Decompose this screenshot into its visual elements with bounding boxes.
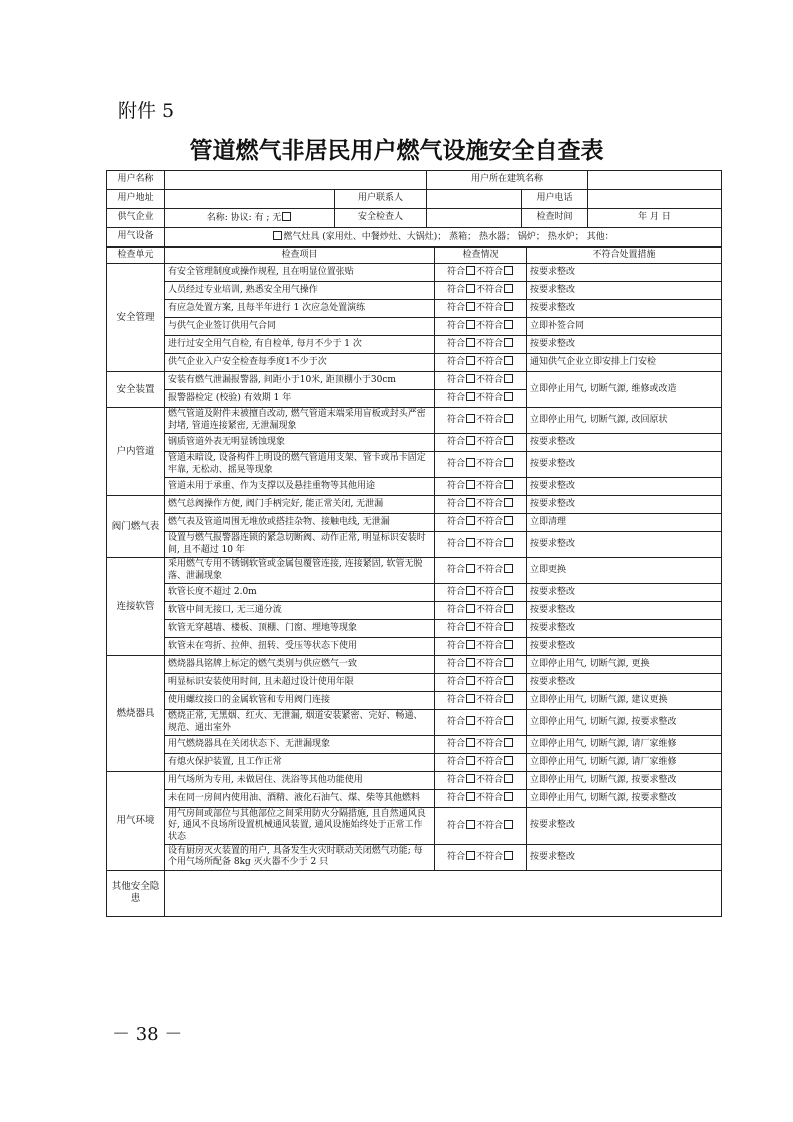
checkbox-icon[interactable]	[466, 676, 475, 685]
check-item: 安装有燃气泄漏报警器, 间距小于10米, 距顶棚小于30cm	[165, 372, 435, 390]
checkbox-icon[interactable]	[466, 480, 475, 489]
status-pass-label: 符合	[446, 820, 465, 831]
user-name-label: 用户名称	[107, 171, 165, 190]
measure-cell: 按要求整改	[527, 264, 722, 282]
table-row	[107, 434, 722, 452]
page-number: － 38 －	[112, 1024, 183, 1045]
status-cell	[435, 754, 527, 772]
contact-label: 用户联系人	[335, 190, 427, 209]
table-row	[107, 372, 722, 390]
table-row	[107, 620, 722, 638]
checkbox-icon[interactable]	[466, 694, 475, 703]
status-pass-label: 符合	[446, 659, 465, 670]
status-pass-label: 符合	[446, 459, 465, 470]
check-item: 燃烧正常, 无黑烟、红火、无泄漏, 烟道安装紧密、完好、畅通、规范、通出室外	[165, 710, 435, 736]
status-pass-label: 符合	[446, 499, 465, 510]
measure-cell: 立即更换	[527, 558, 722, 584]
measure-header: 不符合处置措施	[527, 248, 722, 264]
measure-cell: 按要求整改	[527, 532, 722, 558]
status-header: 检查情况	[435, 248, 527, 264]
measure-cell: 按要求整改	[527, 282, 722, 300]
checkbox-icon[interactable]	[504, 640, 513, 649]
status-pass-label: 符合	[446, 565, 465, 576]
status-cell	[435, 844, 527, 870]
checkbox-icon[interactable]	[504, 851, 513, 860]
check-item: 软管长度不超过 2.0m	[165, 584, 435, 602]
checkbox-icon[interactable]	[504, 676, 513, 685]
measure-cell: 按要求整改	[527, 496, 722, 514]
status-fail-label: 不符合	[476, 539, 504, 550]
status-fail-label: 不符合	[476, 499, 504, 510]
checkbox-icon[interactable]	[466, 640, 475, 649]
checkbox-icon[interactable]	[466, 356, 475, 365]
status-fail-label: 不符合	[476, 623, 504, 634]
status-pass-label: 符合	[446, 757, 465, 768]
checkbox-icon[interactable]	[466, 392, 475, 401]
checkbox-icon[interactable]	[466, 564, 475, 573]
status-cell	[435, 408, 527, 434]
checkbox-icon[interactable]	[466, 820, 475, 829]
measure-cell: 立即停止用气, 切断气源, 按要求整改	[527, 710, 722, 736]
header-table	[106, 170, 722, 247]
checkbox-icon[interactable]	[466, 756, 475, 765]
section-label: 连接软管	[107, 558, 165, 656]
checkbox-icon[interactable]	[504, 586, 513, 595]
status-fail-label: 不符合	[476, 415, 504, 426]
table-row	[107, 844, 722, 870]
status-cell	[435, 372, 527, 390]
status-cell	[435, 602, 527, 620]
user-address-label: 用户地址	[107, 190, 165, 209]
table-row	[107, 602, 722, 620]
status-pass-label: 符合	[446, 739, 465, 750]
table-row	[107, 478, 722, 496]
status-pass-label: 符合	[446, 717, 465, 728]
table-row	[107, 674, 722, 692]
check-table	[106, 247, 722, 917]
checkbox-icon[interactable]	[466, 284, 475, 293]
table-row	[107, 870, 722, 916]
status-pass-label: 符合	[446, 605, 465, 616]
status-fail-label: 不符合	[476, 739, 504, 750]
status-pass-label: 符合	[446, 321, 465, 332]
checkbox-icon[interactable]	[466, 266, 475, 275]
table-row	[107, 408, 722, 434]
status-pass-label: 符合	[446, 393, 465, 404]
checkbox-icon[interactable]	[504, 302, 513, 311]
measure-cell: 通知供气企业立即安排上门安检	[527, 354, 722, 372]
checkbox-icon[interactable]	[504, 694, 513, 703]
unit-header: 检查单元	[107, 248, 165, 264]
checkbox-icon[interactable]	[504, 792, 513, 801]
building-name-value[interactable]	[588, 171, 722, 190]
checkbox-icon[interactable]	[466, 338, 475, 347]
status-cell	[435, 318, 527, 336]
check-item: 使用螺纹接口的金属软管和专用阀门连接	[165, 692, 435, 710]
check-item: 有安全管理制度或操作规程, 且在明显位置张贴	[165, 264, 435, 282]
check-item: 未在同一房间内使用油、酒精、液化石油气、煤、柴等其他燃料	[165, 790, 435, 808]
measure-cell: 立即停止用气, 切断气源, 请厂家维修	[527, 736, 722, 754]
measure-cell: 立即停止用气, 切断气源, 维修或改造	[527, 372, 722, 408]
checkbox-icon[interactable]	[466, 738, 475, 747]
user-address-value[interactable]	[165, 190, 335, 209]
checkbox-icon[interactable]	[504, 774, 513, 783]
measure-cell: 按要求整改	[527, 844, 722, 870]
status-pass-label: 符合	[446, 623, 465, 634]
status-pass-label: 符合	[446, 677, 465, 688]
checkbox-icon[interactable]	[466, 538, 475, 547]
status-fail-label: 不符合	[476, 321, 504, 332]
table-row	[107, 558, 722, 584]
status-cell	[435, 710, 527, 736]
status-fail-label: 不符合	[476, 267, 504, 278]
measure-cell: 按要求整改	[527, 434, 722, 452]
table-row	[107, 354, 722, 372]
section-label: 燃烧器具	[107, 656, 165, 772]
contact-value[interactable]	[427, 190, 522, 209]
checkbox-icon[interactable]	[504, 538, 513, 547]
checkbox-icon[interactable]	[504, 738, 513, 747]
table-row	[107, 736, 722, 754]
measure-cell: 按要求整改	[527, 300, 722, 318]
table-row	[107, 264, 722, 282]
status-fail-label: 不符合	[476, 459, 504, 470]
table-row	[107, 496, 722, 514]
checkbox-icon[interactable]	[504, 564, 513, 573]
status-fail-label: 不符合	[476, 757, 504, 768]
checkbox-icon[interactable]	[466, 374, 475, 383]
status-fail-label: 不符合	[476, 659, 504, 670]
status-cell	[435, 300, 527, 318]
status-cell	[435, 514, 527, 532]
status-pass-label: 符合	[446, 375, 465, 386]
status-pass-label: 符合	[446, 775, 465, 786]
status-cell	[435, 656, 527, 674]
checkbox-icon[interactable]	[504, 458, 513, 467]
checkbox-icon[interactable]	[466, 658, 475, 667]
status-pass-label: 符合	[446, 267, 465, 278]
checkbox-icon[interactable]	[504, 392, 513, 401]
table-row	[107, 692, 722, 710]
status-pass-label: 符合	[446, 339, 465, 350]
status-cell	[435, 478, 527, 496]
checkbox-icon[interactable]	[504, 320, 513, 329]
check-item: 燃气管道及附件未被擅自改动, 燃气管道末端采用盲板或封头严密封堵, 管道连接紧密, 无泄漏现象	[165, 408, 435, 434]
measure-cell: 按要求整改	[527, 584, 722, 602]
checkbox-icon[interactable]	[504, 516, 513, 525]
checkbox-icon[interactable]	[466, 516, 475, 525]
checkbox-icon[interactable]	[504, 436, 513, 445]
checkbox-icon[interactable]	[466, 586, 475, 595]
status-fail-label: 不符合	[476, 775, 504, 786]
checkbox-icon[interactable]	[466, 604, 475, 613]
check-item: 用气场所为专用, 未做居住、洗浴等其他功能使用	[165, 772, 435, 790]
table-row	[107, 754, 722, 772]
status-pass-label: 符合	[446, 437, 465, 448]
checkbox-icon[interactable]	[466, 436, 475, 445]
status-cell	[435, 692, 527, 710]
measure-cell: 按要求整改	[527, 808, 722, 845]
table-row	[107, 790, 722, 808]
check-time-value[interactable]: 年 月 日	[588, 209, 722, 228]
check-item: 设置与燃气报警器连锁的紧急切断阀、动作正常, 明显标识安装时间, 且不超过 10 年	[165, 532, 435, 558]
inspector-value[interactable]	[427, 209, 522, 228]
status-fail-label: 不符合	[476, 852, 504, 863]
check-table-body	[107, 248, 722, 917]
checkbox-icon[interactable]	[504, 284, 513, 293]
checkbox-icon[interactable]	[282, 212, 291, 221]
table-row	[107, 584, 722, 602]
checkbox-icon[interactable]	[504, 374, 513, 383]
check-item: 报警器检定 (校验) 有效期 1 年	[165, 390, 435, 408]
status-cell	[435, 434, 527, 452]
measure-cell: 立即停止用气, 切断气源, 按要求整改	[527, 772, 722, 790]
other-hazards-value[interactable]	[165, 870, 722, 916]
table-row	[107, 656, 722, 674]
status-cell	[435, 532, 527, 558]
phone-label: 用户电话	[522, 190, 588, 209]
checkbox-icon[interactable]	[466, 302, 475, 311]
measure-cell: 按要求整改	[527, 602, 722, 620]
checkbox-icon[interactable]	[466, 774, 475, 783]
table-row	[107, 532, 722, 558]
checkbox-icon[interactable]	[504, 820, 513, 829]
status-pass-label: 符合	[446, 357, 465, 368]
section-label: 阀门燃气表	[107, 496, 165, 558]
table-row	[107, 638, 722, 656]
status-cell	[435, 452, 527, 478]
checkbox-icon[interactable]	[504, 604, 513, 613]
measure-cell: 按要求整改	[527, 638, 722, 656]
check-item: 采用燃气专用不锈钢软管或金属包覆管连接, 连接紧固, 软管无脱落、泄漏现象	[165, 558, 435, 584]
check-item: 设有厨房灭火装置的用户, 具备发生火灾时联动关闭燃气功能; 每个用气场所配备 8kg 灭火器不少于 2 只	[165, 844, 435, 870]
status-cell	[435, 558, 527, 584]
checkbox-icon[interactable]	[466, 458, 475, 467]
status-fail-label: 不符合	[476, 587, 504, 598]
check-item: 软管无穿越墙、楼板、顶棚、门窗、埋地等现象	[165, 620, 435, 638]
check-item: 钢质管道外表无明显锈蚀现象	[165, 434, 435, 452]
measure-cell: 立即停止用气, 切断气源, 建议更换	[527, 692, 722, 710]
supplier-label: 供气企业	[107, 209, 165, 228]
measure-cell: 按要求整改	[527, 478, 722, 496]
attachment-label: 附件 5	[118, 100, 175, 122]
status-pass-label: 符合	[446, 641, 465, 652]
status-pass-label: 符合	[446, 695, 465, 706]
item-header: 检查项目	[165, 248, 435, 264]
check-item: 燃烧器具铭牌上标定的燃气类别与供应燃气一致	[165, 656, 435, 674]
status-cell	[435, 736, 527, 754]
checkbox-icon[interactable]	[504, 756, 513, 765]
section-label: 安全装置	[107, 372, 165, 408]
check-item: 进行过安全用气自检, 有自检单, 每月不少于 1 次	[165, 336, 435, 354]
status-fail-label: 不符合	[476, 517, 504, 528]
status-cell	[435, 282, 527, 300]
measure-cell: 立即补签合同	[527, 318, 722, 336]
supplier-value: 名称: 协议: 有 ; 无	[165, 209, 335, 228]
status-pass-label: 符合	[446, 793, 465, 804]
measure-cell: 立即停止用气, 切断气源, 更换	[527, 656, 722, 674]
table-row	[107, 808, 722, 845]
status-fail-label: 不符合	[476, 605, 504, 616]
measure-cell: 按要求整改	[527, 620, 722, 638]
check-time-label: 检查时间	[522, 209, 588, 228]
status-pass-label: 符合	[446, 481, 465, 492]
status-cell	[435, 496, 527, 514]
inspector-label: 安全检查人	[335, 209, 427, 228]
status-fail-label: 不符合	[476, 695, 504, 706]
status-pass-label: 符合	[446, 303, 465, 314]
table-row	[107, 336, 722, 354]
checkbox-icon[interactable]	[504, 658, 513, 667]
check-item: 用气房间或部位与其他部位之间采用防火分隔措施, 且自然通风良好, 通风不良场所设置机械通风装置, 通风设施始终处于正常工作状态	[165, 808, 435, 845]
check-item: 用气燃烧器具在关闭状态下、无泄漏现象	[165, 736, 435, 754]
checkbox-icon[interactable]	[504, 480, 513, 489]
status-fail-label: 不符合	[476, 565, 504, 576]
status-cell	[435, 354, 527, 372]
checkbox-icon[interactable]	[466, 716, 475, 725]
checkbox-icon[interactable]	[466, 320, 475, 329]
status-fail-label: 不符合	[476, 793, 504, 804]
status-fail-label: 不符合	[476, 641, 504, 652]
checkbox-icon[interactable]	[466, 622, 475, 631]
status-cell	[435, 620, 527, 638]
check-item: 供气企业入户安全检查每季度1不少于次	[165, 354, 435, 372]
checkbox-icon[interactable]	[466, 498, 475, 507]
table-row	[107, 282, 722, 300]
table-row	[107, 318, 722, 336]
check-item: 有应急处置方案, 且每半年进行 1 次应急处置演练	[165, 300, 435, 318]
status-pass-label: 符合	[446, 852, 465, 863]
checkbox-icon[interactable]	[504, 338, 513, 347]
status-cell	[435, 390, 527, 408]
status-pass-label: 符合	[446, 285, 465, 296]
status-cell	[435, 772, 527, 790]
user-name-value[interactable]	[165, 171, 427, 190]
phone-value[interactable]	[588, 190, 722, 209]
check-item: 管道未暗设, 设备构件上明设的燃气管道用支架、管卡或吊卡固定牢靠, 无松动、摇晃等现象	[165, 452, 435, 478]
table-row	[107, 452, 722, 478]
status-fail-label: 不符合	[476, 303, 504, 314]
status-pass-label: 符合	[446, 415, 465, 426]
section-label: 安全管理	[107, 264, 165, 372]
checkbox-icon[interactable]	[273, 231, 282, 240]
status-cell	[435, 264, 527, 282]
page-title: 管道燃气非居民用户燃气设施安全自查表	[189, 138, 604, 164]
measure-cell: 立即停止用气, 切断气源, 请厂家维修	[527, 754, 722, 772]
other-hazards-label: 其他安全隐患	[107, 870, 165, 916]
equipment-label: 用气设备	[107, 228, 165, 247]
checkbox-icon[interactable]	[466, 851, 475, 860]
checkbox-icon[interactable]	[504, 716, 513, 725]
status-fail-label: 不符合	[476, 820, 504, 831]
checkbox-icon[interactable]	[504, 266, 513, 275]
check-item: 人员经过专业培训, 熟悉安全用气操作	[165, 282, 435, 300]
check-item: 软管中间无接口, 无三通分流	[165, 602, 435, 620]
status-pass-label: 符合	[446, 539, 465, 550]
building-name-label: 用户所在建筑名称	[427, 171, 588, 190]
measure-cell: 按要求整改	[527, 336, 722, 354]
table-row	[107, 710, 722, 736]
table-row	[107, 772, 722, 790]
status-cell	[435, 638, 527, 656]
checkbox-icon[interactable]	[466, 414, 475, 423]
status-pass-label: 符合	[446, 517, 465, 528]
table-row	[107, 300, 722, 318]
table-row	[107, 514, 722, 532]
status-pass-label: 符合	[446, 587, 465, 598]
status-fail-label: 不符合	[476, 437, 504, 448]
status-fail-label: 不符合	[476, 717, 504, 728]
check-item: 有熄火保护装置, 且工作正常	[165, 754, 435, 772]
measure-cell: 立即停止用气, 切断气源, 改回原状	[527, 408, 722, 434]
checkbox-icon[interactable]	[504, 414, 513, 423]
measure-cell: 按要求整改	[527, 452, 722, 478]
section-label: 用气环境	[107, 772, 165, 871]
section-label: 户内管道	[107, 408, 165, 496]
status-cell	[435, 674, 527, 692]
check-item: 燃气总阀操作方便, 阀门手柄完好, 能正常关闭, 无泄漏	[165, 496, 435, 514]
measure-cell: 立即清理	[527, 514, 722, 532]
check-item: 与供气企业签订供用气合同	[165, 318, 435, 336]
status-fail-label: 不符合	[476, 375, 504, 386]
check-item: 管道未用于承重、作为支撑以及悬挂重物等其他用途	[165, 478, 435, 496]
equipment-value: 燃气灶具 (家用灶、中餐炒灶、大锅灶)； 蒸箱； 热水器； 锅炉； 热水炉； 其他：	[165, 228, 722, 247]
status-fail-label: 不符合	[476, 393, 504, 404]
checkbox-icon[interactable]	[466, 792, 475, 801]
measure-cell: 按要求整改	[527, 674, 722, 692]
check-item: 燃气表及管道周围无堆放或搭挂杂物、接触电线, 无泄漏	[165, 514, 435, 532]
check-item: 软管未在弯折、拉伸、扭转、受压等状态下使用	[165, 638, 435, 656]
status-cell	[435, 584, 527, 602]
status-fail-label: 不符合	[476, 357, 504, 368]
status-fail-label: 不符合	[476, 677, 504, 688]
status-fail-label: 不符合	[476, 339, 504, 350]
status-cell	[435, 790, 527, 808]
status-fail-label: 不符合	[476, 481, 504, 492]
check-item: 明显标识安装使用时间, 且未超过设计使用年限	[165, 674, 435, 692]
checkbox-icon[interactable]	[504, 356, 513, 365]
status-cell	[435, 336, 527, 354]
status-fail-label: 不符合	[476, 285, 504, 296]
checkbox-icon[interactable]	[504, 622, 513, 631]
checkbox-icon[interactable]	[504, 498, 513, 507]
measure-cell: 立即停止用气, 切断气源, 按要求整改	[527, 790, 722, 808]
status-cell	[435, 808, 527, 845]
